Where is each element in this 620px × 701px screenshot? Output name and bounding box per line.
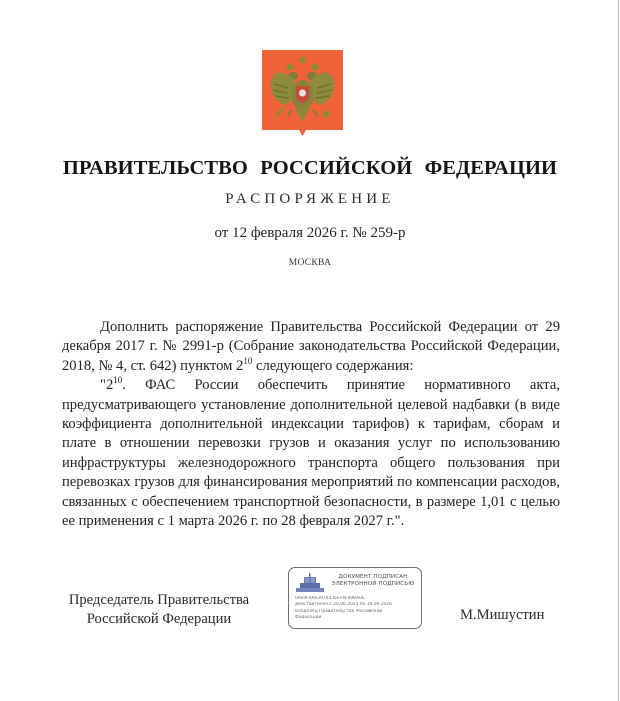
body-paragraph-2 <box>62 376 560 531</box>
page-edge <box>618 0 619 701</box>
signer-position-line-1: Председатель Правительства <box>68 592 250 608</box>
document-type: РАСПОРЯЖЕНИЕ <box>225 191 395 207</box>
electronic-signature-stamp <box>288 567 422 629</box>
body-paragraph-1 <box>62 318 560 376</box>
stamp-owner-line-1: Владелец Правительство Российской <box>295 608 383 614</box>
document-body <box>62 318 560 531</box>
stamp-title <box>327 574 419 588</box>
stamp-title-line-1: ДОКУМЕНТ ПОДПИСАН <box>338 574 408 580</box>
government-building-icon <box>295 573 325 593</box>
stamp-title-line-2: ЭЛЕКТРОННОЙ ПОДПИСЬЮ <box>331 581 415 588</box>
signer-position <box>40 591 278 630</box>
stamp-owner-line-2: Федерации <box>295 615 322 621</box>
paragraph-text: Дополнить распоряжение Правительства Российской Федерации от 29 декабря 2017 г. № 2991-р (Собрание законодательства Российской Федерации, 2018, № 4, ст. 642) пунктом 2 <box>62 319 560 374</box>
stamp-certificate: 00E0F4A63970335EF4F99BA0E <box>295 596 365 601</box>
signer-name: М.Мишустин <box>460 607 545 623</box>
stamp-info <box>295 596 419 622</box>
signer-position-line-2: Российской Федерации <box>86 611 232 628</box>
superscript: 10 <box>113 375 123 386</box>
paragraph-text: . ФАС России обеспечить принятие нормативного акта, предусматривающего установление дополнительной целевой надбавки (в виде коэффициента дополнительной индексации тарифов) к тарифам, сборам и плате в отношении перевозки грузов и оказания услуг по использованию инфраструктуры железнодорожного транспорта общего пользования при перевозках грузов для финансирования мероприятий по компенсации расходов, связанных с обеспечением транспортной безопасности, в размере 1,01 с целью ее применения с 1 марта 2026 г. по 28 февраля 2027 г.". <box>62 377 560 530</box>
stamp-validity: Действителен с 26.06.2025 по 19.09.2026 <box>295 602 392 608</box>
organization-title: ПРАВИТЕЛЬСТВО РОССИЙСКОЙ ФЕДЕРАЦИИ <box>62 157 558 179</box>
paragraph-text: следующего содержания: <box>252 357 414 374</box>
russian-coat-of-arms-icon <box>262 50 343 136</box>
superscript: 10 <box>243 355 253 366</box>
paragraph-text: "2 <box>100 377 114 394</box>
document-city: МОСКВА <box>288 258 332 268</box>
document-date-number: от 12 февраля 2026 г. № 259-р <box>214 225 406 241</box>
